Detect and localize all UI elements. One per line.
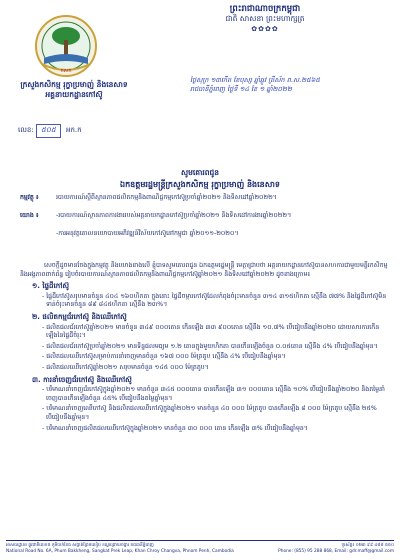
section-bullet: - ផលិតផលជ័រកៅស៊ូប្រចាំឆ្នាំ២០២១ មានទិន្នផលមធ្យម ១.២ តោនក្នុងមួយហិកតា បានកើនឡើងចំនួន ០.០៥តោន ស្មើនឹង ៤% បើធៀបនឹងឆ្នាំមុន។: [42, 342, 378, 350]
reference-suffix: អក.ក: [66, 126, 82, 134]
reference-number: ៥០៥: [36, 124, 61, 138]
reference-line: [18, 124, 82, 138]
kingdom-header: [180, 4, 350, 34]
section-bullet: - ផលិតផលឈើកៅស៊ូឆ្នាំ២០២១ សរុបមានចំនួន ១៤៥ ០០០ ម៉ែត្រគូប។: [42, 363, 209, 371]
section-bullet: - ផលិតផលឈើកៅស៊ូសម្រាប់ការនាំចេញមានចំនួន ១៦៧ ០០០ ម៉ែត្រគូប ស្មើនឹង ៤% បើធៀបនឹងឆ្នាំមុន។: [42, 353, 286, 361]
footer-phone-km: ទូរស័ព្ទ៖ ០២៣ ៩៩ ៤៨៨ ៥៥០: [341, 543, 394, 548]
section-heading: ៣. ការនាំចេញជ័រកៅស៊ូ និងឈើកៅស៊ូ: [32, 375, 132, 384]
section-bullet: - ផលិតផលជ័រកៅស៊ូឆ្នាំ២០២១ មានចំនួន ៣៤៩ ០០០តោន កើនឡើង ៣៣ ៩០០តោន ស្មើនឹង ១០.៧% បើធៀបនឹងឆ្នាំ២០២០ ដោយសារការកើនឡើងនៃផ្ទៃដីចំរុះ។: [42, 323, 380, 340]
addressee: ឯកឧត្តមរដ្ឋមន្ត្រីក្រសួងកសិកម្ម រុក្ខាប្រមាញ់ និងនេសាទ: [120, 179, 280, 189]
reference-item-text: -របាយការណ៍ស្ថានភាពការងាររបស់អគ្គនាយកដ្ឋានកៅស៊ូប្រចាំឆ្នាំ២០២១ និងទិសដៅការងារឆ្នាំ២០២២។: [55, 212, 292, 219]
intro-paragraph: សេចក្ដីដូចមានចែងក្នុងកម្មវត្ថុ និងយោងខាងលើ ខ្ញុំបាទសូមគោរពជូន ឯកឧត្តមរដ្ឋមន្ត្រី មេត្តាជ្រាបថា អគ្គនាយកដ្ឋានកៅស៊ូបានសហការជាមួយមន្ទីរកសិកម្ម និងអង្គភាពពាក់ព័ន្ធ រៀបចំរបាយការណ៍ស្ថានភាពផលិតកម្មនិងពាណិជ្ជកម្មកៅស៊ូឆ្នាំ២០២១ និងទិសដៅឆ្នាំ២០២២ ដូចខាងក្រោម៖: [20, 262, 388, 278]
section-heading: ១. ផ្ទៃដីកៅស៊ូ: [32, 282, 70, 291]
department-name: អគ្គនាយកដ្ឋានកៅស៊ូ: [45, 90, 103, 99]
section-heading: ២. ផលិតកម្មជ័រកៅស៊ូ និងឈើកៅស៊ូ: [32, 312, 127, 321]
section-bullet: - បរិមាណនាំចេញផលិតផលឈើកៅស៊ូក្នុងឆ្នាំ២០២១ មានចំនួន ៣០ ០០០ តោន កើនឡើង ៣% បើធៀបនឹងឆ្នាំមុន។: [42, 424, 308, 432]
ornament-divider: ✿✿✿✿: [251, 25, 279, 33]
letter-footer: [6, 540, 394, 555]
subject-text: របាយការណ៍ស្ដីពីស្ថានភាពផលិតកម្មនិងពាណិជ្ជកម្មកៅស៊ូប្រចាំឆ្នាំ២០២១ និងទិសដៅឆ្នាំ២០២២។: [55, 194, 277, 201]
subject-label: កម្មវត្ថុ ៖: [20, 194, 39, 201]
footer-address-km: អាសយដ្ឋាន៖ ផ្លូវជាតិលេខ៥ ភូមិបាក់ខែង សង្កាត់ព្រែកលៀប ខណ្ឌជ្រោយចង្វារ រាជធានីភ្នំពេញ: [6, 543, 154, 548]
ministry-logo: [32, 14, 100, 78]
reference-item-2: [20, 230, 390, 239]
letter-body: [20, 262, 390, 435]
subject-line: [20, 194, 390, 203]
ministry-block: [4, 80, 144, 100]
solar-date: រាជធានីភ្នំពេញ ថ្ងៃទី ១៤ ខែ ១ ឆ្នាំ២០២២: [190, 85, 292, 93]
ministry-name: ក្រសួងកសិកម្ម រុក្ខាប្រមាញ់ និងនេសាទ: [20, 80, 128, 89]
footer-address-en: National Road No. 6A, Phum Bakkheng, Sangkat Prek Leap, Khan Chroy Changva, Phnom Penh, Cambodia: [6, 549, 234, 554]
reference-item-label: យោង ៖: [20, 212, 39, 219]
section-bullet: - បរិមាណនាំចេញឈើកៅស៊ូ និងផលិតផលឈើកៅស៊ូក្នុងឆ្នាំ២០២១ មានចំនួន ៤០ ០០០ ម៉ែត្រគូប បានកើនឡើង ៨ ០០០ ម៉ែត្រគូប ស្មើនឹង ២៥% បើធៀបនឹងឆ្នាំមុន។: [42, 405, 377, 421]
footer-contact-en: Phone: (855) 95 288 868, Email: gdr.maff@gmail.com: [278, 549, 394, 554]
reference-item-text: -ការអនុវត្តគោលនយោបាយអភិវឌ្ឍន៍វិស័យកៅស៊ូនៅកម្ពុជា ឆ្នាំ២០១១-២០២០។: [55, 230, 239, 237]
section-bullet: - បរិមាណនាំចេញជ័រកៅស៊ូក្នុងឆ្នាំ២០២១ មានចំនួន ៣៤៥ ០០០តោន បានកើនឡើង ៣១ ០០០តោន ស្មើនឹង ១០% បើធៀបនឹងឆ្នាំ២០២០ និងតម្លៃនាំចេញបានកើនឡើងចំនួន ៤៥% បើធៀបនឹងតម្លៃឆ្នាំមុន។: [42, 386, 385, 402]
salutation: សូមគោរពជូន: [180, 168, 220, 177]
national-motto: ជាតិ សាសនា ព្រះមហាក្សត្រ: [225, 14, 305, 23]
reference-item-1: [20, 212, 390, 221]
section-bullet: - ផ្ទៃដីកៅស៊ូសរុបមានចំនួន ៤០៤ ១៦០ហិកតា ក្នុងនោះ ផ្ទៃដីចម្ការកៅស៊ូដែលកំពុងចំរុះមានចំនួន ៣១៤ ៣១៥ហិកតា ស្មើនឹង ៧៧% និងផ្ទៃដីកៅស៊ូមិនទាន់ចំរុះមានចំនួន ៨៩ ៨៤៥ហិកតា ស្មើនឹង ២៣%។: [42, 292, 387, 309]
logo-caption: កសក: [60, 68, 72, 74]
lunar-date: ថ្ងៃសុក្រ ១៣កើត ខែបុស្ស ឆ្នាំឆ្លូវ ត្រីស័ក ព.ស.២៥៦៥: [190, 76, 320, 84]
kingdom-title: ព្រះរាជាណាចក្រកម្ពុជា: [229, 4, 301, 14]
dateline: [190, 76, 390, 94]
reference-label: លេខ:: [18, 126, 34, 134]
